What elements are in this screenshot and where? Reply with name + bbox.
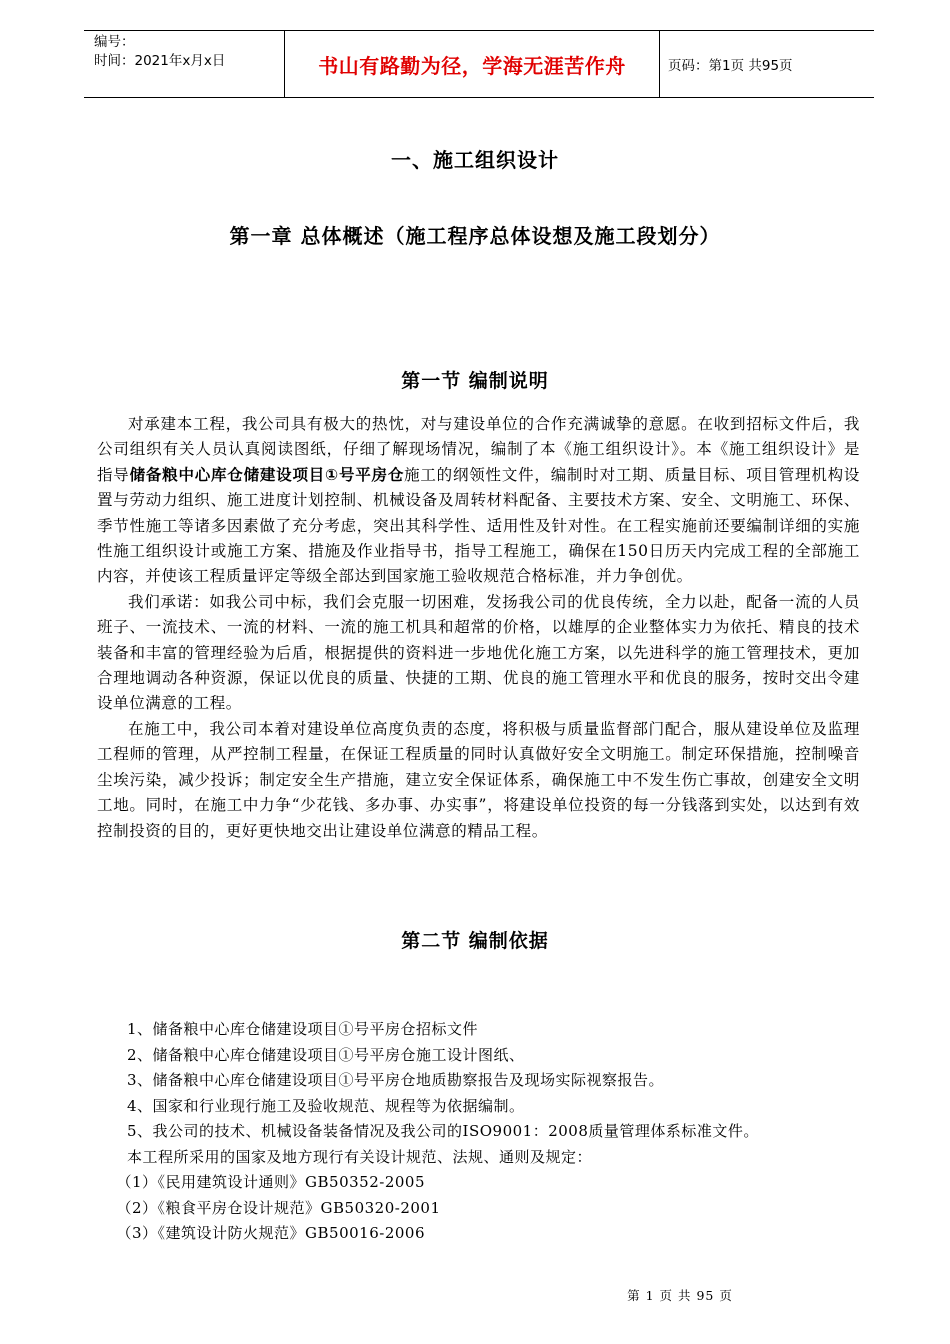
- list-item: 3、储备粮中心库仓储建设项目①号平房仓地质勘察报告及现场实际视察报告。: [127, 1071, 665, 1089]
- chapter-title: 第一章 总体概述（施工程序总体设想及施工段划分）: [229, 224, 721, 248]
- section-1-body: [97, 412, 860, 844]
- page-footer: [0, 1286, 950, 1304]
- standards-intro: 本工程所采用的国家及地方现行有关设计规范、法规、通则及规定：: [127, 1147, 593, 1166]
- header-motto: 书山有路勤为径，学海无涯苦作舟: [284, 31, 660, 97]
- header-meta: [84, 31, 284, 97]
- project-name-bold: 储备粮中心库仓储建设项目①号平房仓: [129, 465, 405, 484]
- paragraph-1: 对承建本工程，我公司具有极大的热忱，对与建设单位的合作充满诚挚的意愿。在收到招标文件后，我公司组织有关人员认真阅读图纸，仔细了解现场情况，编制了本《施工组织设计》。本《施工组织设计》是指导储备粮中心库仓储建设项目①号平房仓施工的纲领性文件，编制时对工期、质量目标、项目管理机构设置与劳动力组织、施工进度计划控制、机械设备及周转材料配备、主要技术方案、安全、文明施工、环保、季节性施工等诸多因素做了充分考虑，突出其科学性、适用性及针对性。在工程实施前还要编制详细的实施性施工组织设计或施工方案、措施及作业指导书，指导工程施工，确保在150日历天内完成工程的全部施工内容，并使该工程质量评定等级全部达到国家施工验收规范合格标准，并力争创优。: [97, 415, 860, 586]
- standard-ref: （2）《粮食平房仓设计规范》GB50320-2001: [116, 1198, 441, 1217]
- paragraph-2: 我们承诺：如我公司中标，我们会克服一切困难，发扬我公司的优良传统，全力以赴，配备一流的人员班子、一流技术、一流的材料、一流的施工机具和超常的价格，以雄厚的企业整体实力为依托、精良的技术装备和丰富的管理经验为后盾，根据提供的资料进一步地优化施工方案，以先进科学的施工管理技术，更加合理地调动各种资源，保证以优良的质量、快捷的工期、优良的施工管理水平和优良的服务，按时交出令建设单位满意的工程。: [97, 592, 860, 713]
- section-1-title: 第一节 编制说明: [401, 370, 549, 392]
- page-number: 第 1 页 共 95 页: [627, 1288, 733, 1303]
- date-line: 时间：2021年x月x日: [94, 53, 226, 69]
- list-item: 5、我公司的技术、机械设备装备情况及我公司的ISO9001：2008质量管理体系标准文件。: [127, 1122, 759, 1140]
- page-header: [84, 30, 874, 98]
- list-item: 1、储备粮中心库仓储建设项目①号平房仓招标文件: [127, 1020, 479, 1038]
- section-2-body: [97, 1017, 860, 1247]
- header-page-info: 页码：第1页 共95页: [668, 58, 793, 74]
- standard-ref: （3）《建筑设计防火规范》GB50016-2006: [116, 1224, 426, 1242]
- list-item: 2、储备粮中心库仓储建设项目①号平房仓施工设计图纸、: [127, 1045, 525, 1064]
- section-2-title: 第二节 编制依据: [401, 930, 549, 952]
- standard-ref: （1）《民用建筑设计通则》GB50352-2005: [116, 1173, 426, 1191]
- list-item: 4、国家和行业现行施工及验收规范、规程等为依据编制。: [127, 1096, 525, 1115]
- document-title: 一、施工组织设计: [391, 148, 559, 172]
- number-label: 编号：: [94, 34, 135, 50]
- paragraph-3: 在施工中，我公司本着对建设单位高度负责的态度，将积极与质量监督部门配合，服从建设单位及监理工程师的管理，从严控制工程量，在保证工程质量的同时认真做好安全文明施工。制定环保措施，控制噪音尘埃污染，减少投诉；制定安全生产措施，建立安全保证体系，确保施工中不发生伤亡事故，创建安全文明工地。同时，在施工中力争“少花钱、多办事、办实事”，将建设单位投资的每一分钱落到实处，以达到有效控制投资的目的，更好更快地交出让建设单位满意的精品工程。: [97, 719, 860, 840]
